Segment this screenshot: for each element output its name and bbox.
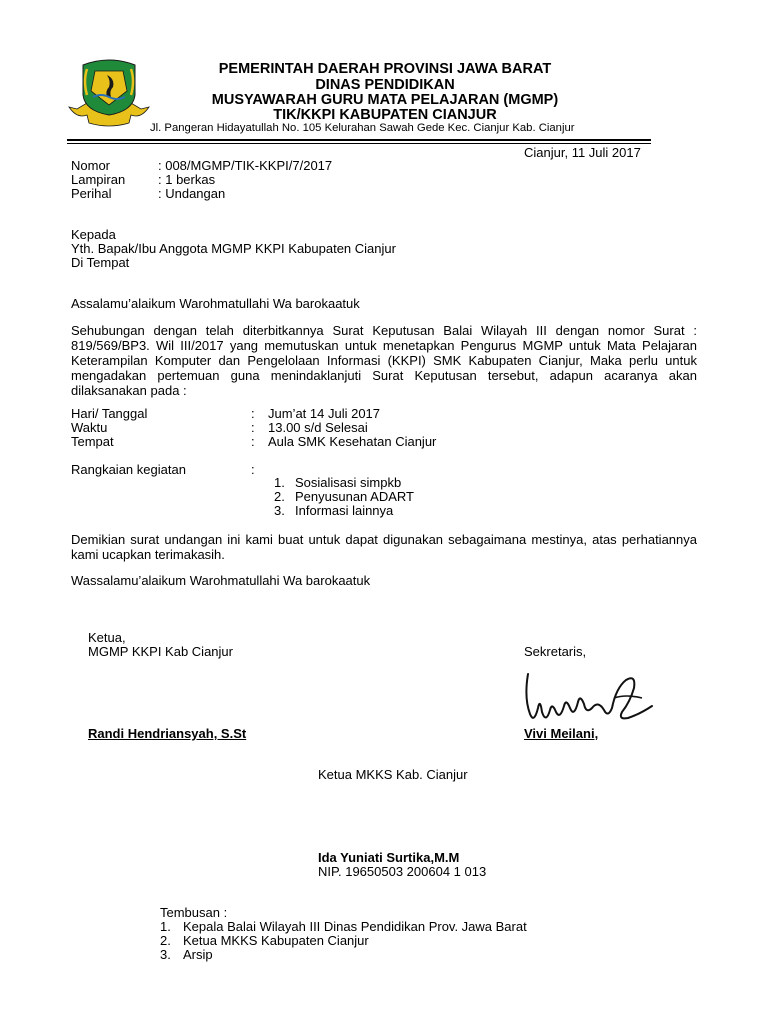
cc-item: Ketua MKKS Kabupaten Cianjur xyxy=(183,933,369,948)
signer-left-name: Randi Hendriansyah, S.St xyxy=(88,726,247,741)
greeting: Assalamu’alaikum Warohmatullahi Wa barokaatuk xyxy=(71,296,360,311)
lampiran-label: Lampiran xyxy=(71,172,126,187)
signer-left-title: Ketua, xyxy=(88,630,126,645)
perihal-value: : Undangan xyxy=(158,186,226,201)
place-date: Cianjur, 11 Juli 2017 xyxy=(524,145,641,160)
agenda-item-number: 3. xyxy=(274,503,285,518)
agenda-item-number: 1. xyxy=(274,475,285,490)
letterhead-divider xyxy=(67,139,651,141)
agenda-colon: : xyxy=(251,462,255,477)
closing-paragraph: Demikian surat undangan ini kami buat untuk dapat digunakan sebagaimana mestinya, atas perhatiannya kami ucapkan terimakasih. xyxy=(71,532,697,562)
event-time-label: Waktu xyxy=(71,420,108,435)
cc-label: Tembusan : xyxy=(160,905,228,920)
farewell: Wassalamu’alaikum Warohmatullahi Wa barokaatuk xyxy=(71,573,371,588)
recipient-name: Yth. Bapak/Ibu Anggota MGMP KKPI Kabupaten Cianjur xyxy=(71,241,396,256)
cc-item-number: 1. xyxy=(160,919,171,934)
event-place-label: Tempat xyxy=(71,434,114,449)
letterhead-department: DINAS PENDIDIKAN xyxy=(315,77,455,93)
signature-image xyxy=(522,668,662,730)
body-paragraph: Sehubungan dengan telah diterbitkannya Surat Keputusan Balai Wilayah III dengan nomor Surat : 819/569/BP3. Wil III/2017 yang memutuskan untuk menetapkan Pengurus MGMP untuk Mata Pelajaran Keterampilan Komputer dan Pengelolaan Informasi (KKPI) SMK Kabupaten Cianjur, Maka perlu untuk mengadakan pertemuan guna menindaklanjuti Surat Keputusan tersebut, adapun acaranya akan dilaksanakan pada : xyxy=(71,323,697,398)
perihal-label: Perihal xyxy=(71,186,112,201)
cc-item: Arsip xyxy=(183,947,213,962)
agenda-label: Rangkaian kegiatan xyxy=(71,462,186,477)
signer-center-title: Ketua MKKS Kab. Cianjur xyxy=(318,767,468,782)
province-logo xyxy=(67,57,151,133)
agenda-item: Penyusunan ADART xyxy=(295,489,414,504)
lampiran-value: : 1 berkas xyxy=(158,172,216,187)
event-day-label: Hari/ Tanggal xyxy=(71,406,148,421)
agenda-item-number: 2. xyxy=(274,489,285,504)
event-day-colon: : xyxy=(251,406,255,421)
signer-center-nip: NIP. 19650503 200604 1 013 xyxy=(318,864,487,879)
letterhead-divider-thin xyxy=(67,143,651,144)
nomor-value: : 008/MGMP/TIK-KKPI/7/2017 xyxy=(158,158,333,173)
cc-item: Kepala Balai Wilayah III Dinas Pendidikan Prov. Jawa Barat xyxy=(183,919,527,934)
signer-center-name: Ida Yuniati Surtika,M.M xyxy=(318,850,460,865)
cc-item-number: 3. xyxy=(160,947,171,962)
letterhead-address: Jl. Pangeran Hidayatullah No. 105 Kelurahan Sawah Gede Kec. Cianjur Kab. Cianjur xyxy=(150,122,575,134)
letterhead-division: TIK/KKPI KABUPATEN CIANJUR xyxy=(273,107,497,123)
signer-right-name: Vivi Meilani, xyxy=(524,726,599,741)
letterhead-government: PEMERINTAH DAERAH PROVINSI JAWA BARAT xyxy=(218,61,552,77)
event-time-colon: : xyxy=(251,420,255,435)
cc-item-number: 2. xyxy=(160,933,171,948)
event-day-value: Jum’at 14 Juli 2017 xyxy=(268,406,381,421)
agenda-item: Informasi lainnya xyxy=(295,503,394,518)
letterhead-organization: MUSYAWARAH GURU MATA PELAJARAN (MGMP) xyxy=(211,92,559,108)
nomor-label: Nomor xyxy=(71,158,111,173)
recipient-place: Di Tempat xyxy=(71,255,130,270)
signer-left-organization: MGMP KKPI Kab Cianjur xyxy=(88,644,233,659)
event-time-value: 13.00 s/d Selesai xyxy=(268,420,368,435)
agenda-item: Sosialisasi simpkb xyxy=(295,475,402,490)
recipient-to: Kepada xyxy=(71,227,116,242)
event-place-value: Aula SMK Kesehatan Cianjur xyxy=(268,434,437,449)
signer-right-title: Sekretaris, xyxy=(524,644,587,659)
event-place-colon: : xyxy=(251,434,255,449)
